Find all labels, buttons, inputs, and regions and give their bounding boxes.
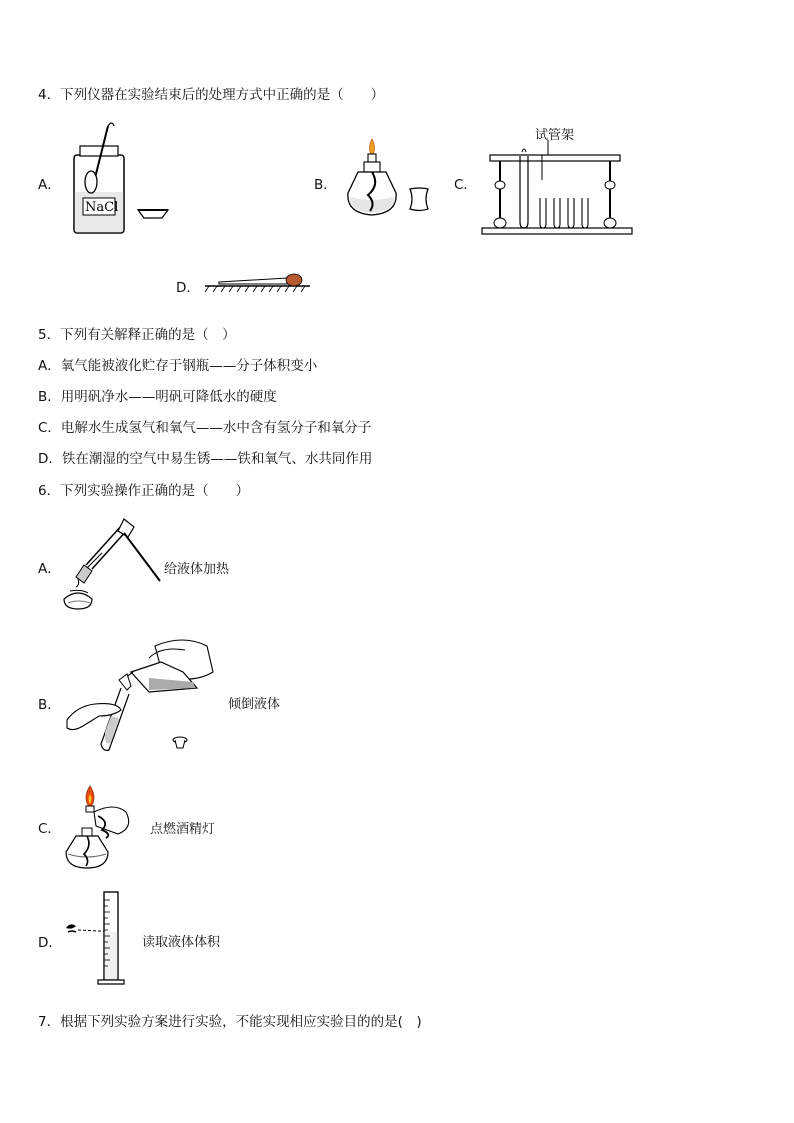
q5-option-d: D．铁在潮湿的空气中易生锈——铁和氧气、水共同作用 [38,451,373,467]
q6-option-d-label: D． [38,935,62,951]
q6-option-a-label: A． [38,561,61,577]
q5-option-c: C．电解水生成氢气和氧气——水中含有氢分子和氧分子 [38,420,372,436]
question-5-stem: 5．下列有关解释正确的是（ ） [38,327,236,343]
q6-c-caption: 点燃酒精灯 [150,822,216,837]
q6-option-c-label: C． [38,821,61,837]
q6-d-caption: 读取液体体积 [142,935,221,950]
q4-a-reagent-bottle-figure [70,122,180,237]
q4-d-dropper-figure [205,270,315,295]
question-4-stem: 4．下列仪器在实验结束后的处理方式中正确的是（ ） [38,87,385,103]
q6-option-b-label: B． [38,697,61,713]
q6-d-measuring-cylinder-figure [62,888,142,988]
rack-label: 试管架 [535,128,575,143]
question-6-stem: 6．下列实验操作正确的是（ ） [38,483,250,499]
nacl-label: NaCl [85,200,119,215]
q6-a-caption: 给液体加热 [164,562,230,577]
q4-b-alcohol-lamp-figure [340,135,440,220]
q4-option-d-label: D． [176,280,200,296]
q4-option-b-label: B． [314,177,337,193]
q5-option-b: B．用明矾净水——明矾可降低水的硬度 [38,389,277,405]
q4-c-test-tube-rack-figure [480,140,640,240]
q4-option-a-label: A． [38,177,61,193]
q6-b-caption: 倾倒液体 [228,697,281,712]
q6-c-lighting-lamp-figure [62,782,152,872]
q6-a-heating-liquid-figure [62,515,162,615]
q4-option-c-label: C． [454,177,477,193]
q6-b-pouring-liquid-figure [65,632,225,762]
q5-option-a: A．氧气能被液化贮存于钢瓶——分子体积变小 [38,358,318,374]
question-7-stem: 7．根据下列实验方案进行实验，不能实现相应实验目的的是( ) [38,1014,422,1030]
